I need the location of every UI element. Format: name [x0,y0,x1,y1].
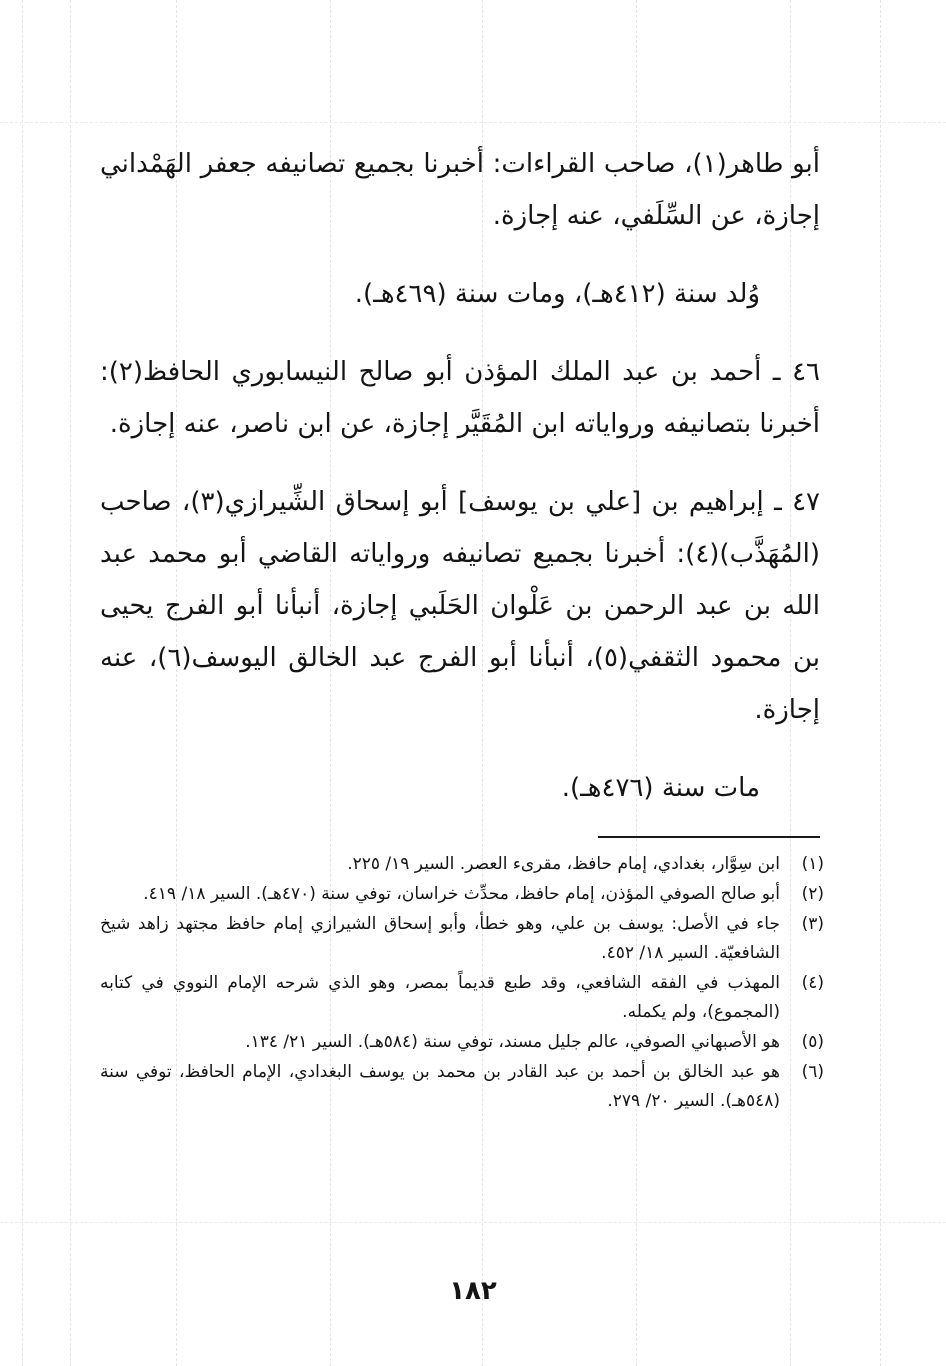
footnote-4 [100,969,824,1027]
scan-guide-line [70,0,71,1366]
entry-46: ٤٦ ـ أحمد بن عبد الملك المؤذن أبو صالح النيسابوري الحافظ(٢): أخبرنا بتصانيفه ورواياته ابن المُقَيَّر إجازة، عن ابن ناصر، عنه إجازة. [100,357,820,439]
main-text [100,138,820,814]
scan-guide-line [0,122,946,123]
footnote-text: ابن سِوَّار، بغدادي، إمام حافظ، مقرىء العصر. السير ١٩/ ٢٢٥. [347,854,780,874]
footnote-text: المهذب في الفقه الشافعي، وقد طبع قديماً بمصر، وهو الذي شرحه الإمام النووي في كتابه (المجموع)، ولم يكمله. [100,973,780,1022]
page-number: ١٨٢ [449,1276,497,1306]
footnote-6 [100,1058,824,1116]
footnote-5 [100,1028,824,1057]
scan-guide-line [22,0,23,1366]
paragraph-birth-death-1: وُلد سنة (٤١٢هـ)، ومات سنة (٤٦٩هـ). [354,279,760,309]
footnote-text: جاء في الأصل: يوسف بن علي، وهو خطأ، وأبو إسحاق الشيرازي إمام حافظ مجتهد زاهد شيخ الشافعيّة. السير ١٨/ ٤٥٢. [100,914,780,963]
paragraph-abu-tahir: أبو طاهر(١)، صاحب القراءات: أخبرنا بجميع تصانيفه جعفر الهَمْداني إجازة، عن السِّلَفي، عنه إجازة. [100,149,820,231]
footnote-number: (٢) [801,884,824,904]
footnote-divider [598,836,820,838]
footnote-number: (١) [801,854,824,874]
footnote-number: (٥) [801,1032,824,1052]
footnote-number: (٤) [801,973,824,993]
footnote-1 [100,850,824,879]
scan-guide-line [0,1222,946,1223]
footnote-number: (٣) [801,914,824,934]
footnotes [100,850,824,1117]
entry-47: ٤٧ ـ إبراهيم بن [علي بن يوسف] أبو إسحاق الشِّيرازي(٣)، صاحب (المُهَذَّب)(٤): أخبرنا بجميع تصانيفه ورواياته القاضي أبو محمد عبد الله بن عبد الرحمن بن عَلْوان الحَلَبي إجازة، أنبأنا أبو الفرج يحيى بن محمود الثقفي(٥)، أنبأنا أبو الفرج عبد الخالق اليوسف(٦)، عنه إجازة. [100,487,821,725]
scan-guide-line [880,0,881,1366]
paragraph-death-2: مات سنة (٤٧٦هـ). [561,773,760,803]
footnote-number: (٦) [801,1062,824,1082]
footnote-2 [100,880,824,909]
footnote-3 [100,910,824,968]
footnote-text: هو الأصبهاني الصوفي، عالم جليل مسند، توفي سنة (٥٨٤هـ). السير ٢١/ ١٣٤. [245,1032,780,1052]
footnote-text: هو عبد الخالق بن أحمد بن عبد القادر بن محمد بن يوسف البغدادي، الإمام الحافظ، توفي سنة (٥٤٨هـ). السير ٢٠/ ٢٧٩. [100,1062,780,1111]
footnote-text: أبو صالح الصوفي المؤذن، إمام حافظ، محدِّث خراسان، توفي سنة (٤٧٠هـ). السير ١٨/ ٤١٩. [143,884,780,904]
